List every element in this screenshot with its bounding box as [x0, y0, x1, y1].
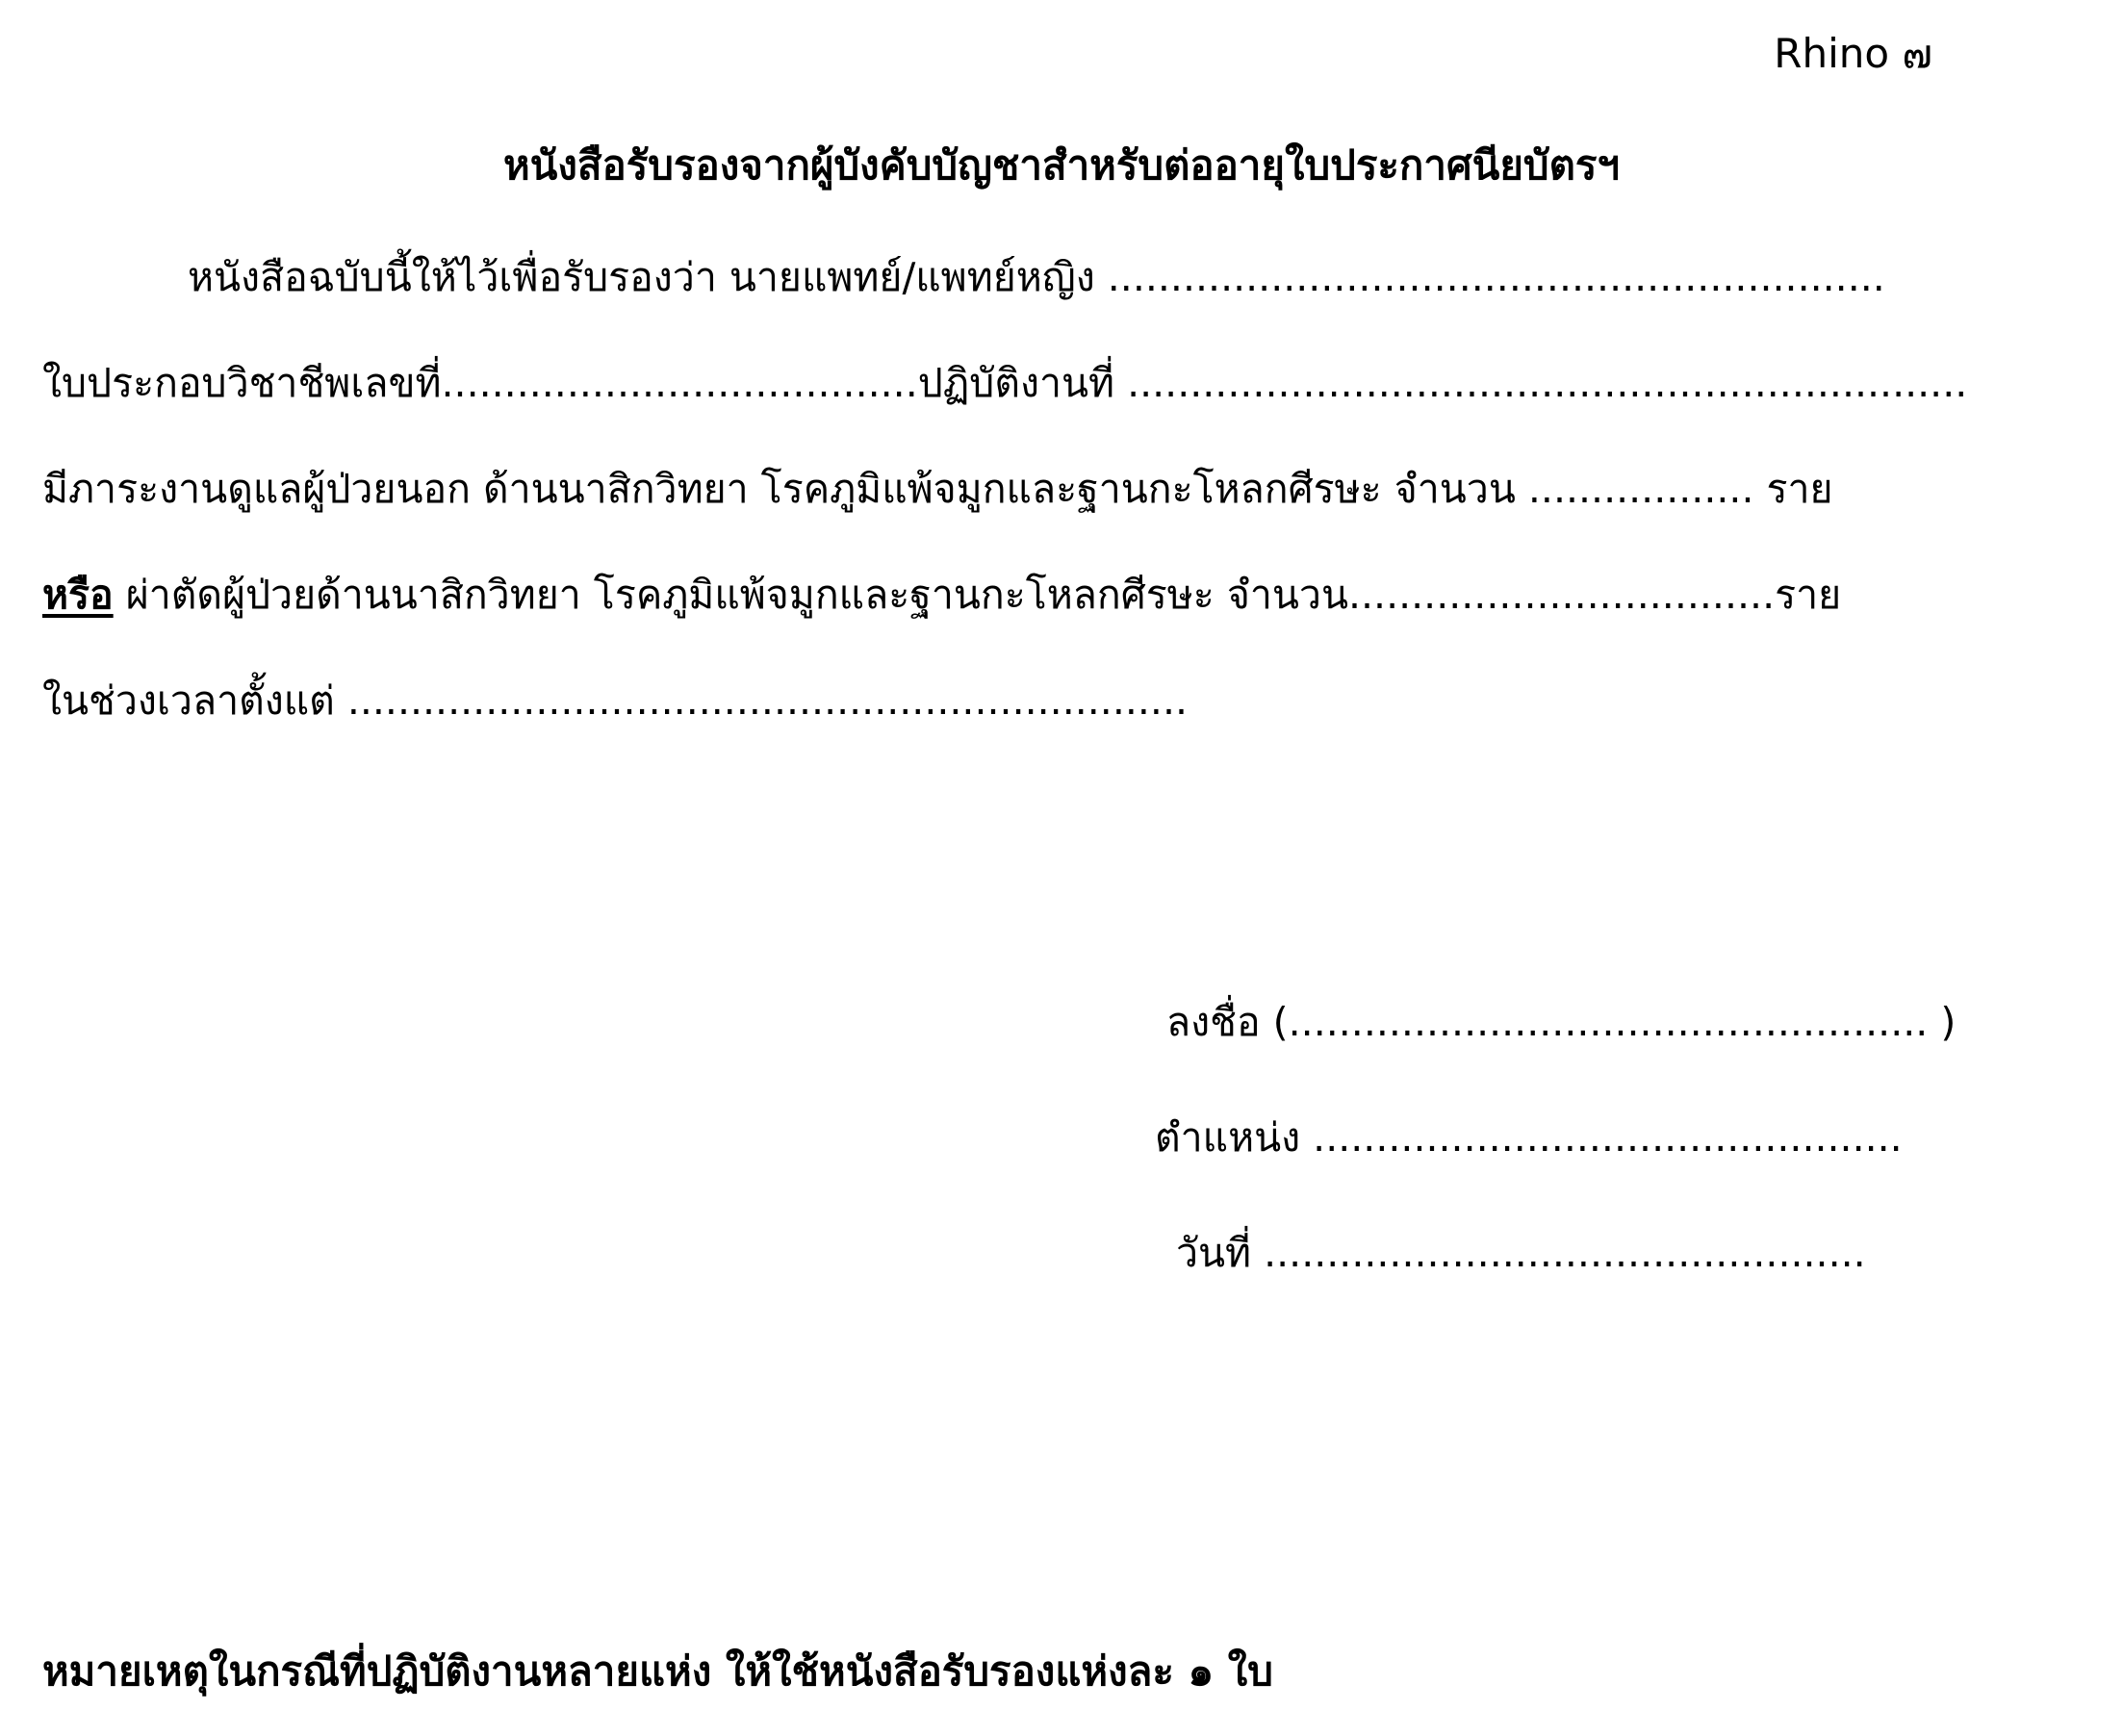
signature-position-line: ตำแหน่ง ...............................................	[1155, 1114, 1903, 1161]
footnote: หมายเหตุในกรณีที่ปฏิบัติงานหลายแห่ง ให้ใช้หนังสือรับรองแห่งละ ๑ ใบ	[42, 1647, 1273, 1695]
signature-name-line: ลงชื่อ (................................................... )	[1166, 999, 1957, 1045]
document-title: หนังสือรับรองจากผู้บังคับบัญชาสำหรับต่ออายุใบประกาศนียบัตรฯ	[502, 141, 1621, 189]
or-emphasis: หรือ	[42, 572, 114, 618]
certification-line-period: ในช่วงเวลาตั้งแต่ ...................................................................	[42, 677, 1189, 724]
form-code: Rhino ๗	[1774, 30, 1932, 77]
surgery-count-text: ผ่าตัดผู้ป่วยด้านนาสิกวิทยา โรคภูมิแพ้จมูกและฐานกะโหลกศีรษะ จำนวน..................................ราย	[113, 572, 1842, 618]
certification-line-outpatient-count: มีภาระงานดูแลผู้ป่วยนอก ด้านนาสิกวิทยา โรคภูมิแพ้จมูกและฐานกะโหลกศีรษะ จำนวน .................. ราย	[42, 466, 1833, 512]
certification-line-surgery-count	[42, 566, 1841, 624]
certification-line-doctor-name: หนังสือฉบับนี้ให้ไว้เพื่อรับรองว่า นายแพทย์/แพทย์หญิง ..............................................................	[188, 254, 1885, 300]
certification-line-license-workplace: ใบประกอบวิชาชีพเลขที่......................................ปฏิบัติงานที่ ...................................................................	[42, 360, 1968, 406]
signature-date-line: วันที่ ................................................	[1176, 1230, 1866, 1276]
